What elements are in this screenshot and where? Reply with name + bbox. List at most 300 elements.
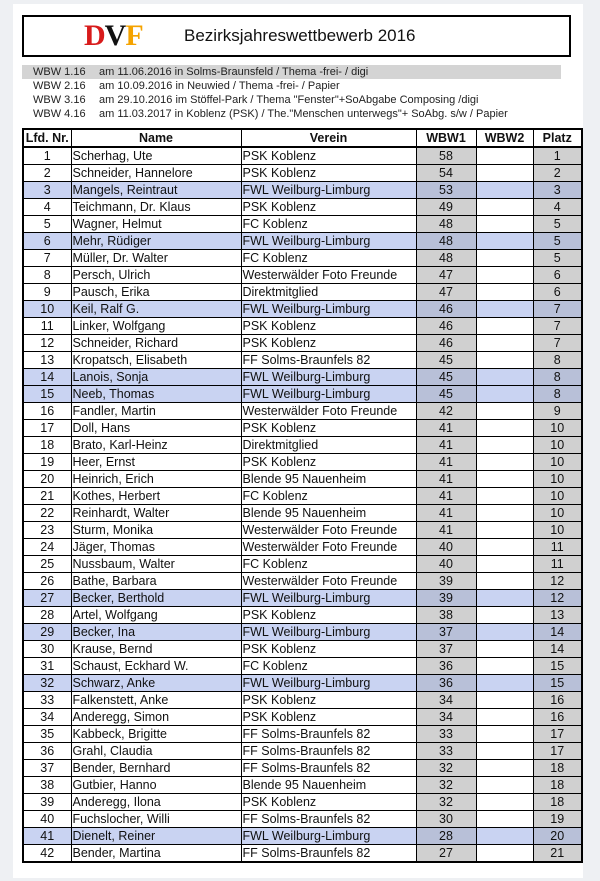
cell-lfd-nr: 28	[23, 607, 71, 624]
cell-wbw1: 28	[416, 828, 476, 845]
cell-verein: Blende 95 Nauenheim	[241, 777, 416, 794]
cell-wbw1: 39	[416, 590, 476, 607]
cell-lfd-nr: 42	[23, 845, 71, 863]
table-row	[23, 301, 582, 318]
table-row	[23, 199, 582, 216]
cell-wbw2	[476, 590, 533, 607]
cell-verein: Direktmitglied	[241, 284, 416, 301]
table-row	[23, 522, 582, 539]
cell-platz: 2	[533, 165, 582, 182]
cell-lfd-nr: 19	[23, 454, 71, 471]
table-row	[23, 658, 582, 675]
cell-wbw1: 37	[416, 641, 476, 658]
cell-platz: 16	[533, 692, 582, 709]
table-row	[23, 573, 582, 590]
cell-verein: Direktmitglied	[241, 437, 416, 454]
cell-wbw2	[476, 216, 533, 233]
cell-verein: FF Solms-Braunfels 82	[241, 726, 416, 743]
event-row	[22, 79, 561, 93]
cell-wbw1: 41	[416, 420, 476, 437]
event-row	[22, 65, 561, 79]
cell-name: Grahl, Claudia	[71, 743, 241, 760]
cell-wbw2	[476, 301, 533, 318]
cell-verein: FF Solms-Braunfels 82	[241, 811, 416, 828]
cell-platz: 8	[533, 352, 582, 369]
cell-wbw2	[476, 658, 533, 675]
event-description: am 29.10.2016 im Stöffel-Park / Thema "Fenster"+SoAbgabe Composing /digi	[99, 94, 479, 106]
cell-name: Fandler, Martin	[71, 403, 241, 420]
page-title: Bezirksjahreswettbewerb 2016	[184, 26, 416, 45]
cell-platz: 14	[533, 624, 582, 641]
cell-name: Teichmann, Dr. Klaus	[71, 199, 241, 216]
table-row	[23, 403, 582, 420]
cell-lfd-nr: 15	[23, 386, 71, 403]
cell-wbw2	[476, 794, 533, 811]
cell-name: Anderegg, Simon	[71, 709, 241, 726]
cell-lfd-nr: 8	[23, 267, 71, 284]
cell-name: Krause, Bernd	[71, 641, 241, 658]
table-header-row	[23, 129, 582, 147]
cell-wbw2	[476, 743, 533, 760]
cell-platz: 10	[533, 488, 582, 505]
cell-verein: FWL Weilburg-Limburg	[241, 386, 416, 403]
cell-wbw2	[476, 147, 533, 165]
cell-lfd-nr: 23	[23, 522, 71, 539]
cell-platz: 10	[533, 471, 582, 488]
cell-wbw2	[476, 760, 533, 777]
cell-platz: 21	[533, 845, 582, 863]
cell-verein: Westerwälder Foto Freunde	[241, 573, 416, 590]
cell-wbw1: 41	[416, 522, 476, 539]
cell-platz: 10	[533, 437, 582, 454]
cell-wbw2	[476, 845, 533, 863]
event-code: WBW 1.16	[33, 66, 86, 78]
cell-name: Schwarz, Anke	[71, 675, 241, 692]
cell-wbw1: 41	[416, 454, 476, 471]
cell-platz: 5	[533, 250, 582, 267]
cell-lfd-nr: 41	[23, 828, 71, 845]
cell-wbw1: 36	[416, 675, 476, 692]
cell-verein: PSK Koblenz	[241, 199, 416, 216]
event-list	[22, 65, 561, 121]
table-row	[23, 607, 582, 624]
cell-platz: 17	[533, 743, 582, 760]
cell-platz: 6	[533, 284, 582, 301]
cell-lfd-nr: 24	[23, 539, 71, 556]
cell-lfd-nr: 29	[23, 624, 71, 641]
cell-wbw1: 27	[416, 845, 476, 863]
cell-name: Reinhardt, Walter	[71, 505, 241, 522]
cell-wbw1: 45	[416, 369, 476, 386]
header-wbw2: WBW2	[476, 129, 533, 147]
cell-name: Kabbeck, Brigitte	[71, 726, 241, 743]
table-row	[23, 743, 582, 760]
cell-lfd-nr: 12	[23, 335, 71, 352]
cell-verein: PSK Koblenz	[241, 318, 416, 335]
cell-verein: Westerwälder Foto Freunde	[241, 539, 416, 556]
table-row	[23, 624, 582, 641]
table-row	[23, 369, 582, 386]
cell-platz: 8	[533, 386, 582, 403]
cell-wbw2	[476, 250, 533, 267]
cell-name: Pausch, Erika	[71, 284, 241, 301]
cell-verein: FWL Weilburg-Limburg	[241, 675, 416, 692]
cell-verein: FWL Weilburg-Limburg	[241, 624, 416, 641]
cell-verein: Blende 95 Nauenheim	[241, 505, 416, 522]
table-row	[23, 692, 582, 709]
cell-name: Fuchslocher, Willi	[71, 811, 241, 828]
cell-name: Schneider, Hannelore	[71, 165, 241, 182]
event-description: am 10.09.2016 in Neuwied / Thema -frei- / Papier	[99, 80, 340, 92]
cell-lfd-nr: 34	[23, 709, 71, 726]
cell-platz: 12	[533, 590, 582, 607]
cell-wbw2	[476, 182, 533, 199]
cell-wbw1: 45	[416, 386, 476, 403]
cell-lfd-nr: 16	[23, 403, 71, 420]
cell-wbw1: 48	[416, 216, 476, 233]
cell-verein: FF Solms-Braunfels 82	[241, 743, 416, 760]
cell-platz: 5	[533, 216, 582, 233]
cell-platz: 17	[533, 726, 582, 743]
table-row	[23, 267, 582, 284]
cell-platz: 15	[533, 675, 582, 692]
cell-lfd-nr: 25	[23, 556, 71, 573]
cell-lfd-nr: 33	[23, 692, 71, 709]
table-row	[23, 250, 582, 267]
cell-wbw2	[476, 284, 533, 301]
cell-wbw1: 54	[416, 165, 476, 182]
table-row	[23, 777, 582, 794]
cell-platz: 19	[533, 811, 582, 828]
cell-platz: 14	[533, 641, 582, 658]
cell-wbw2	[476, 828, 533, 845]
cell-platz: 11	[533, 556, 582, 573]
cell-platz: 9	[533, 403, 582, 420]
cell-wbw1: 47	[416, 267, 476, 284]
cell-name: Doll, Hans	[71, 420, 241, 437]
cell-wbw1: 46	[416, 301, 476, 318]
cell-lfd-nr: 38	[23, 777, 71, 794]
cell-name: Kothes, Herbert	[71, 488, 241, 505]
table-row	[23, 760, 582, 777]
cell-verein: PSK Koblenz	[241, 420, 416, 437]
table-row	[23, 335, 582, 352]
cell-name: Mehr, Rüdiger	[71, 233, 241, 250]
table-row	[23, 794, 582, 811]
cell-wbw2	[476, 165, 533, 182]
cell-verein: PSK Koblenz	[241, 335, 416, 352]
cell-name: Bender, Bernhard	[71, 760, 241, 777]
cell-wbw2	[476, 522, 533, 539]
cell-lfd-nr: 27	[23, 590, 71, 607]
cell-wbw1: 47	[416, 284, 476, 301]
cell-verein: PSK Koblenz	[241, 147, 416, 165]
cell-platz: 18	[533, 794, 582, 811]
cell-lfd-nr: 10	[23, 301, 71, 318]
table-row	[23, 675, 582, 692]
cell-lfd-nr: 5	[23, 216, 71, 233]
cell-verein: FC Koblenz	[241, 216, 416, 233]
table-row	[23, 556, 582, 573]
cell-verein: PSK Koblenz	[241, 454, 416, 471]
cell-name: Scherhag, Ute	[71, 147, 241, 165]
cell-wbw1: 32	[416, 777, 476, 794]
cell-name: Heer, Ernst	[71, 454, 241, 471]
cell-name: Lanois, Sonja	[71, 369, 241, 386]
table-row	[23, 505, 582, 522]
table-row	[23, 539, 582, 556]
table-row	[23, 641, 582, 658]
cell-platz: 3	[533, 182, 582, 199]
cell-platz: 18	[533, 760, 582, 777]
table-row	[23, 147, 582, 165]
cell-platz: 16	[533, 709, 582, 726]
cell-wbw1: 49	[416, 199, 476, 216]
cell-wbw2	[476, 709, 533, 726]
event-row	[22, 107, 561, 121]
table-row	[23, 216, 582, 233]
table-row	[23, 726, 582, 743]
cell-platz: 10	[533, 420, 582, 437]
cell-wbw2	[476, 488, 533, 505]
cell-name: Brato, Karl-Heinz	[71, 437, 241, 454]
cell-name: Persch, Ulrich	[71, 267, 241, 284]
cell-wbw2	[476, 505, 533, 522]
cell-platz: 7	[533, 301, 582, 318]
cell-lfd-nr: 6	[23, 233, 71, 250]
cell-platz: 7	[533, 335, 582, 352]
cell-verein: PSK Koblenz	[241, 641, 416, 658]
table-row	[23, 454, 582, 471]
cell-name: Dienelt, Reiner	[71, 828, 241, 845]
cell-platz: 7	[533, 318, 582, 335]
cell-wbw1: 32	[416, 794, 476, 811]
cell-wbw2	[476, 624, 533, 641]
table-row	[23, 709, 582, 726]
cell-platz: 10	[533, 522, 582, 539]
cell-verein: FC Koblenz	[241, 658, 416, 675]
cell-verein: FC Koblenz	[241, 250, 416, 267]
header-verein: Verein	[241, 129, 416, 147]
cell-verein: FWL Weilburg-Limburg	[241, 369, 416, 386]
cell-wbw1: 32	[416, 760, 476, 777]
cell-verein: Blende 95 Nauenheim	[241, 471, 416, 488]
cell-lfd-nr: 3	[23, 182, 71, 199]
cell-wbw1: 42	[416, 403, 476, 420]
cell-verein: FWL Weilburg-Limburg	[241, 301, 416, 318]
cell-verein: PSK Koblenz	[241, 165, 416, 182]
cell-verein: FWL Weilburg-Limburg	[241, 828, 416, 845]
table-row	[23, 420, 582, 437]
cell-wbw2	[476, 675, 533, 692]
cell-lfd-nr: 37	[23, 760, 71, 777]
table-row	[23, 488, 582, 505]
cell-platz: 11	[533, 539, 582, 556]
table-row	[23, 318, 582, 335]
cell-wbw2	[476, 692, 533, 709]
cell-name: Neeb, Thomas	[71, 386, 241, 403]
cell-verein: FF Solms-Braunfels 82	[241, 845, 416, 863]
cell-verein: PSK Koblenz	[241, 709, 416, 726]
cell-wbw1: 41	[416, 437, 476, 454]
cell-wbw1: 41	[416, 488, 476, 505]
cell-platz: 20	[533, 828, 582, 845]
cell-lfd-nr: 14	[23, 369, 71, 386]
cell-lfd-nr: 21	[23, 488, 71, 505]
cell-name: Nussbaum, Walter	[71, 556, 241, 573]
cell-platz: 18	[533, 777, 582, 794]
cell-name: Wagner, Helmut	[71, 216, 241, 233]
cell-wbw2	[476, 199, 533, 216]
cell-lfd-nr: 1	[23, 147, 71, 165]
cell-verein: Westerwälder Foto Freunde	[241, 403, 416, 420]
cell-name: Heinrich, Erich	[71, 471, 241, 488]
table-row	[23, 590, 582, 607]
cell-name: Sturm, Monika	[71, 522, 241, 539]
cell-wbw2	[476, 777, 533, 794]
table-row	[23, 471, 582, 488]
cell-verein: PSK Koblenz	[241, 794, 416, 811]
cell-verein: Westerwälder Foto Freunde	[241, 267, 416, 284]
cell-lfd-nr: 39	[23, 794, 71, 811]
cell-wbw2	[476, 267, 533, 284]
cell-name: Falkenstett, Anke	[71, 692, 241, 709]
cell-name: Bathe, Barbara	[71, 573, 241, 590]
cell-lfd-nr: 13	[23, 352, 71, 369]
cell-wbw1: 30	[416, 811, 476, 828]
cell-verein: FC Koblenz	[241, 488, 416, 505]
cell-lfd-nr: 32	[23, 675, 71, 692]
cell-wbw1: 45	[416, 352, 476, 369]
cell-wbw1: 36	[416, 658, 476, 675]
dvf-logo: DVF	[84, 19, 143, 52]
cell-verein: FWL Weilburg-Limburg	[241, 590, 416, 607]
cell-wbw2	[476, 726, 533, 743]
cell-lfd-nr: 17	[23, 420, 71, 437]
cell-wbw1: 34	[416, 692, 476, 709]
cell-name: Becker, Berthold	[71, 590, 241, 607]
cell-name: Kropatsch, Elisabeth	[71, 352, 241, 369]
cell-platz: 10	[533, 505, 582, 522]
cell-platz: 6	[533, 267, 582, 284]
cell-name: Keil, Ralf G.	[71, 301, 241, 318]
cell-name: Schneider, Richard	[71, 335, 241, 352]
cell-wbw2	[476, 420, 533, 437]
cell-wbw2	[476, 641, 533, 658]
event-code: WBW 2.16	[33, 80, 86, 92]
table-row	[23, 437, 582, 454]
event-code: WBW 4.16	[33, 108, 86, 120]
cell-wbw1: 39	[416, 573, 476, 590]
cell-platz: 12	[533, 573, 582, 590]
cell-wbw2	[476, 607, 533, 624]
table-row	[23, 182, 582, 199]
cell-verein: FF Solms-Braunfels 82	[241, 760, 416, 777]
cell-name: Bender, Martina	[71, 845, 241, 863]
cell-verein: PSK Koblenz	[241, 607, 416, 624]
cell-name: Mangels, Reintraut	[71, 182, 241, 199]
cell-verein: PSK Koblenz	[241, 692, 416, 709]
cell-wbw1: 41	[416, 471, 476, 488]
cell-lfd-nr: 20	[23, 471, 71, 488]
results-page	[13, 4, 583, 878]
table-row	[23, 386, 582, 403]
cell-name: Schaust, Eckhard W.	[71, 658, 241, 675]
cell-wbw2	[476, 471, 533, 488]
cell-wbw2	[476, 318, 533, 335]
cell-wbw1: 40	[416, 539, 476, 556]
table-row	[23, 352, 582, 369]
results-table	[22, 128, 583, 863]
cell-wbw2	[476, 573, 533, 590]
cell-lfd-nr: 30	[23, 641, 71, 658]
cell-verein: FWL Weilburg-Limburg	[241, 182, 416, 199]
cell-lfd-nr: 4	[23, 199, 71, 216]
cell-wbw1: 34	[416, 709, 476, 726]
cell-name: Artel, Wolfgang	[71, 607, 241, 624]
event-description: am 11.03.2017 in Koblenz (PSK) / The."Menschen unterwegs"+ SoAbg. s/w / Papier	[99, 108, 508, 120]
cell-lfd-nr: 18	[23, 437, 71, 454]
cell-wbw1: 58	[416, 147, 476, 165]
cell-lfd-nr: 11	[23, 318, 71, 335]
cell-platz: 10	[533, 454, 582, 471]
cell-lfd-nr: 2	[23, 165, 71, 182]
cell-name: Müller, Dr. Walter	[71, 250, 241, 267]
cell-lfd-nr: 22	[23, 505, 71, 522]
event-row	[22, 93, 561, 107]
table-row	[23, 284, 582, 301]
cell-wbw1: 48	[416, 233, 476, 250]
table-row	[23, 845, 582, 863]
document-header	[22, 15, 571, 57]
header-name: Name	[71, 129, 241, 147]
cell-lfd-nr: 35	[23, 726, 71, 743]
cell-lfd-nr: 36	[23, 743, 71, 760]
cell-name: Gutbier, Hanno	[71, 777, 241, 794]
table-row	[23, 165, 582, 182]
cell-wbw2	[476, 437, 533, 454]
cell-name: Becker, Ina	[71, 624, 241, 641]
cell-platz: 4	[533, 199, 582, 216]
cell-wbw1: 38	[416, 607, 476, 624]
cell-platz: 13	[533, 607, 582, 624]
cell-wbw1: 33	[416, 726, 476, 743]
cell-wbw2	[476, 352, 533, 369]
cell-wbw1: 41	[416, 505, 476, 522]
cell-wbw2	[476, 539, 533, 556]
cell-wbw1: 46	[416, 318, 476, 335]
cell-wbw1: 48	[416, 250, 476, 267]
cell-verein: FC Koblenz	[241, 556, 416, 573]
table-row	[23, 233, 582, 250]
cell-wbw2	[476, 386, 533, 403]
cell-wbw2	[476, 369, 533, 386]
cell-wbw1: 40	[416, 556, 476, 573]
cell-wbw2	[476, 403, 533, 420]
event-code: WBW 3.16	[33, 94, 86, 106]
cell-name: Anderegg, Ilona	[71, 794, 241, 811]
cell-lfd-nr: 26	[23, 573, 71, 590]
cell-lfd-nr: 40	[23, 811, 71, 828]
cell-wbw2	[476, 556, 533, 573]
cell-name: Linker, Wolfgang	[71, 318, 241, 335]
cell-lfd-nr: 31	[23, 658, 71, 675]
cell-wbw2	[476, 811, 533, 828]
cell-verein: FWL Weilburg-Limburg	[241, 233, 416, 250]
cell-platz: 1	[533, 147, 582, 165]
cell-wbw2	[476, 233, 533, 250]
event-description: am 11.06.2016 in Solms-Braunsfeld / Thema -frei- / digi	[99, 66, 369, 78]
